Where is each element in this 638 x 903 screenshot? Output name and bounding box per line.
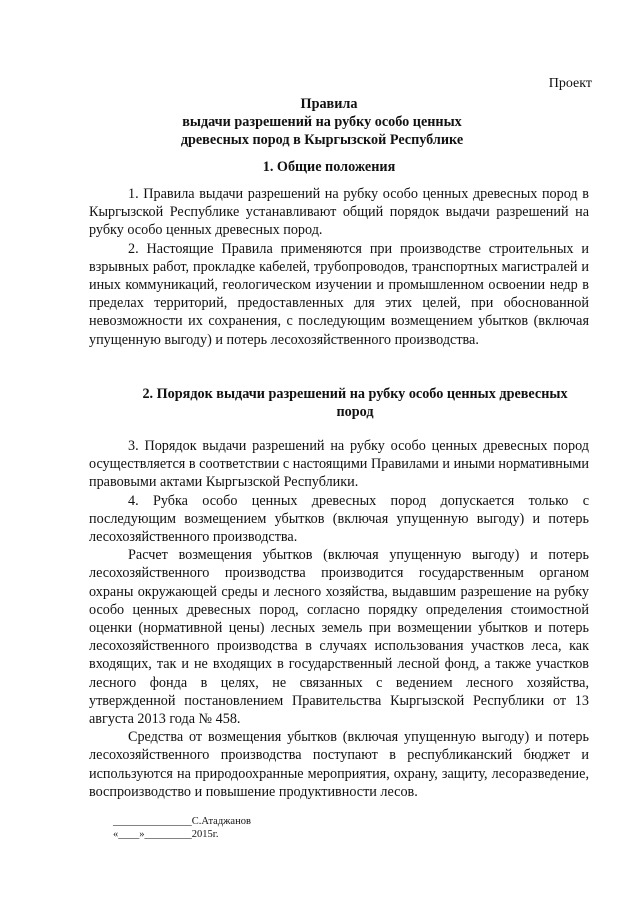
section-1-heading: 1. Общие положения [262,159,396,175]
section-2-body [89,437,589,801]
paragraph: Средства от возмещения убытков (включая упущенную выгоду) и потерь лесохозяйственного производства поступают в республиканский бюджет и используются на природоохранные мероприятия, охрану, защиту, лесоразведение, воспроизводство и повышение продуктивности лесов. [89,729,589,800]
title-line-3: древесных пород в Кыргызской Республике [180,132,464,149]
section-2-heading [105,385,605,421]
title-line-1: Правила [300,96,358,112]
signature-line: _______________С.Атаджанов [113,816,251,827]
paragraph: Расчет возмещения убытков (включая упущенную выгоду) и потерь лесохозяйственного производства производится государственным органом охраны окружающей среды и лесного хозяйства, выдавшим разрешение на рубку особо ценных древесных пород, согласно порядку определения стоимостной оценки (нормативной цены) лесных земель при возмещении убытков и потерь лесохозяйственного производства в случаях использования участков леса, как входящих, так и не входящих в государственный лесной фонд, а также участков лесного фонда в целях, не связанных с ведением лесного хозяйства, утвержденной постановлением Правительства Кыргызской Республики от 13 августа 2013 года № 458. [89,547,589,728]
paragraph: 1. Правила выдачи разрешений на рубку особо ценных древесных пород в Кыргызской Республике устанавливают общий порядок выдачи разрешений на рубку особо ценных древесных пород. [89,186,589,239]
section-2-heading-line-1: 2. Порядок выдачи разрешений на рубку особо ценных древесных [142,386,568,402]
signature-block [113,815,251,841]
document-title [0,95,638,150]
paragraph: 2. Настоящие Правила применяются при производстве строительных и взрывных работ, прокладке кабелей, трубопроводов, транспортных магистралей и иных коммуникаций, геологическом изучении и промышленном освоении недр в пределах территорий, предоставленных для этих целей, при обоснованной невозможности их сохранения, с последующим возмещением убытков (включая упущенную выгоду) и потерь лесохозяйственного производства. [89,240,589,348]
paragraph: 3. Порядок выдачи разрешений на рубку особо ценных древесных пород осуществляется в соответствии с настоящими Правилами и иными нормативными правовыми актами Кыргызской Республики. [89,438,589,491]
section-1-body [89,185,589,349]
section-2-heading-line-2: пород [336,404,374,421]
paragraph: 4. Рубка особо ценных древесных пород допускается только с последующим возмещением убытков (включая упущенную выгоду) и потерь лесохозяйственного производства. [89,492,589,546]
draft-label: Проект [548,76,592,91]
title-line-2: выдачи разрешений на рубку особо ценных [182,114,462,131]
signature-date: «____»_________2015г. [113,829,219,840]
